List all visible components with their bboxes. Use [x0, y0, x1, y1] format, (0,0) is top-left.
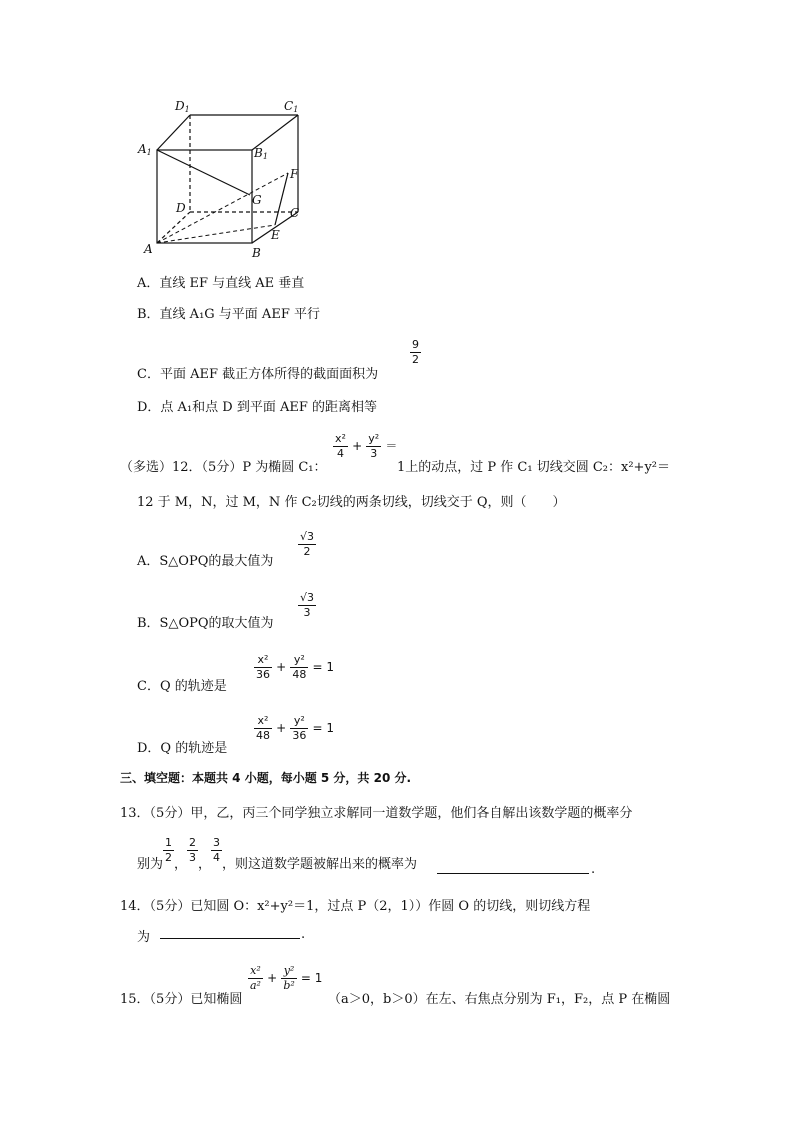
q12-b-fraction: $\frac{√3}{3}$	[300, 591, 315, 619]
q15-pre: 15．（5分）已知椭圆	[120, 992, 243, 1007]
q11-option-a: A．直线 EF 与直线 AE 垂直	[137, 276, 305, 291]
q14-end: .	[301, 927, 306, 942]
cube-figure	[130, 95, 320, 265]
q13-line2: 别为 $\frac{1}{2}$ ， $\frac{2}{3}$ ， $\frac{3}{4}$ ，则这道数学题被解出来的概率为	[137, 836, 418, 872]
q14-line1: 14．（5分）已知圆 O：x²+y²＝1，过点 P（2，1））作圆 O 的切线，则切线方程	[120, 899, 591, 914]
q13-line1: 13．（5分）甲，乙，丙三个同学独立求解同一道数学题，他们各自解出该数学题的概率分	[120, 806, 633, 821]
q12-c-equation: $\frac{\text{x²}}{36}$ + $\frac{\text{y²}}{48}$ = 1	[256, 653, 334, 681]
q12-option-d: D．Q 的轨迹是	[137, 741, 228, 756]
q12-a-fraction: $\frac{√3}{2}$	[300, 530, 315, 558]
q15-ellipse-equation: $\frac{\text{x²}}{\text{a²}}$ + $\frac{\text{y²}}{\text{b²}}$ = 1	[250, 964, 323, 992]
label-E: E	[271, 228, 280, 242]
q12-option-c: C．Q 的轨迹是	[137, 679, 227, 694]
label-D1: D1	[175, 99, 190, 114]
q12-ellipse-equation: $\frac{\text{x²}}{4}$ + $\frac{\text{y²}}{3}$ ＝	[335, 432, 398, 460]
q11-option-c: C．平面 AEF 截正方体所得的截面面积为	[137, 367, 379, 382]
section-heading: 三、填空题：本题共 4 小题，每小题 5 分，共 20 分.	[120, 771, 412, 785]
q11-option-d: D．点 A₁和点 D 到平面 AEF 的距离相等	[137, 400, 378, 415]
label-B1: B1	[254, 146, 268, 161]
label-F: F	[290, 167, 299, 181]
label-C: C	[290, 206, 300, 220]
q12-line2: 12 于 M，N，过 M，N 作 C₂切线的两条切线，切线交于 Q，则（ ）	[137, 495, 566, 510]
label-A1: A1	[138, 142, 152, 157]
label-G: G	[252, 193, 262, 207]
q12-option-b: B．S△OPQ的取大值为	[137, 616, 274, 631]
q12-suffix: 1上的动点，过 P 作 C₁ 切线交圆 C₂：x²+y²＝	[397, 460, 670, 475]
q11-option-b: B．直线 A₁G 与平面 AEF 平行	[137, 307, 320, 322]
q12-prefix: （多选）12．（5分）P 为椭圆 C₁：	[120, 460, 327, 475]
q11-option-c-fraction: $\frac{9}{2}$	[412, 338, 419, 366]
label-B: B	[252, 246, 261, 260]
label-D: D	[176, 201, 186, 215]
q15-post: （a＞0，b＞0）在左、右焦点分别为 F₁，F₂，点 P 在椭圆	[328, 992, 671, 1007]
q14-pre: 为	[137, 930, 151, 945]
q12-d-equation: $\frac{\text{x²}}{48}$ + $\frac{\text{y²}}{36}$ = 1	[256, 714, 334, 742]
label-A: A	[144, 242, 153, 256]
q13-answer-blank[interactable]	[437, 861, 589, 874]
q13-end: .	[591, 862, 596, 877]
q14-answer-blank[interactable]	[160, 926, 300, 939]
q12-option-a: A．S△OPQ的最大值为	[137, 554, 274, 569]
label-C1: C1	[284, 99, 299, 114]
